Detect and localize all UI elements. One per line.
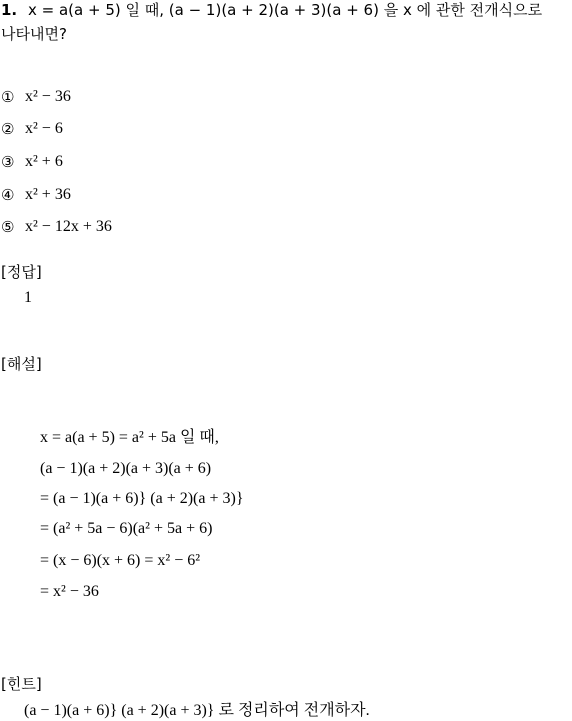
explanation-line: (a − 1)(a + 2)(a + 3)(a + 6) <box>40 460 212 477</box>
question-line-1: x = a(a + 5) 일 때, (a − 1)(a + 2)(a + 3)(a + 6) 을 x 에 관한 전개식으로 <box>28 1 543 19</box>
question-number: 1. <box>1 1 18 19</box>
explanation-label: [해설] <box>1 355 42 373</box>
option-3-marker[interactable]: ③ <box>1 153 15 171</box>
explanation-line: = (a² + 5a − 6)(a² + 5a + 6) <box>40 520 213 537</box>
option-4-text[interactable]: x² + 36 <box>25 186 71 203</box>
explanation-line: = (x − 6)(x + 6) = x² − 6² <box>40 552 201 569</box>
answer-value: 1 <box>24 289 32 306</box>
option-5-text[interactable]: x² − 12x + 36 <box>25 218 112 235</box>
option-3-text[interactable]: x² + 6 <box>25 153 63 170</box>
option-5-marker[interactable]: ⑤ <box>1 218 15 236</box>
option-4-marker[interactable]: ④ <box>1 186 15 204</box>
question-line-2: 나타내면? <box>1 25 67 43</box>
option-1-text[interactable]: x² − 36 <box>25 88 71 105</box>
explanation-line: x = a(a + 5) = a² + 5a 일 때, <box>40 429 219 446</box>
explanation-line: = (a − 1)(a + 6)} (a + 2)(a + 3)} <box>40 490 244 507</box>
answer-label: [정답] <box>1 263 42 281</box>
explanation-line: = x² − 36 <box>40 583 99 600</box>
option-1-marker[interactable]: ① <box>1 88 15 106</box>
option-2-text[interactable]: x² − 6 <box>25 120 63 137</box>
option-2-marker[interactable]: ② <box>1 120 15 138</box>
hint-label: [힌트] <box>1 675 42 693</box>
hint-text: (a − 1)(a + 6)} (a + 2)(a + 3)} 로 정리하여 전개하자. <box>24 702 370 719</box>
